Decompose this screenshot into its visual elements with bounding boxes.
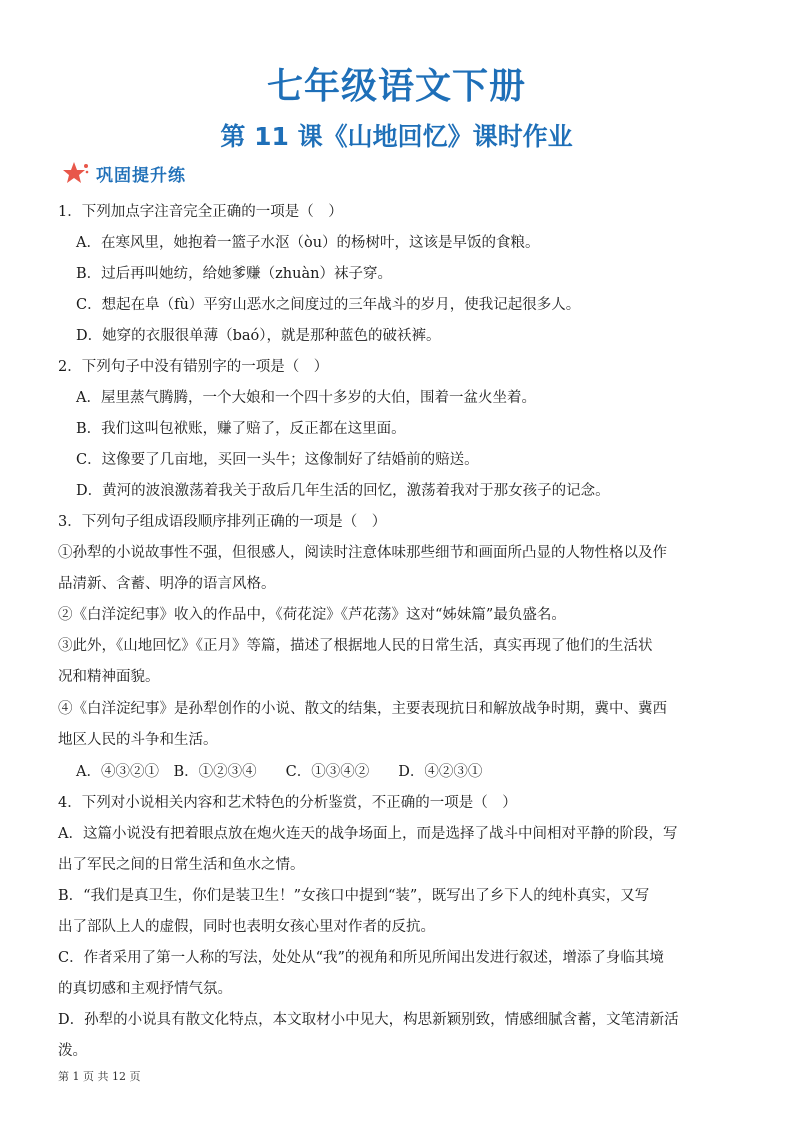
question-2-option-c: C．这像要了几亩地，买回一头牛；这像制好了结婚前的赔送。 xyxy=(76,452,479,468)
question-3-sentence-3-cont: 况和精神面貌。 xyxy=(58,669,160,685)
question-1-option-b: B．过后再叫她纺，给她爹赚（zhuàn）袜子穿。 xyxy=(76,266,392,282)
question-3-options: A．④③②① B．①②③④ C．①③④② D．④②③① xyxy=(76,764,483,780)
question-3-sentence-4: ④《白洋淀纪事》是孙犁创作的小说、散文的结集，主要表现抗日和解放战争时期，冀中、冀西 xyxy=(58,701,667,717)
question-3-sentence-2: ②《白洋淀纪事》收入的作品中，《荷花淀》《芦花荡》这对“姊妹篇”最负盛名。 xyxy=(58,607,566,623)
question-4-option-a-cont: 出了军民之间的日常生活和鱼水之情。 xyxy=(58,857,305,873)
question-2-stem: 2．下列句子中没有错别字的一项是（ ） xyxy=(58,359,329,375)
question-3-sentence-3: ③此外，《山地回忆》《正月》等篇，描述了根据地人民的日常生活，真实再现了他们的生活状 xyxy=(58,638,653,654)
question-4-option-b: B．“我们是真卫生，你们是装卫生！”女孩口中提到“装”，既写出了乡下人的纯朴真实，又写 xyxy=(58,888,650,904)
question-3-stem: 3．下列句子组成语段顺序排列正确的一项是（ ） xyxy=(58,514,387,530)
lesson-subtitle: 第 11 课《山地回忆》课时作业 xyxy=(220,122,573,151)
question-1-option-c: C．想起在阜（fù）平穷山恶水之间度过的三年战斗的岁月，使我记起很多人。 xyxy=(76,297,581,313)
question-4-option-b-cont: 出了部队上人的虚假，同时也表明女孩心里对作者的反抗。 xyxy=(58,919,435,935)
question-2-option-b: B．我们这叫包袱账，赚了赔了，反正都在这里面。 xyxy=(76,421,406,437)
question-3-sentence-1-cont: 品清新、含蓄、明净的语言风格。 xyxy=(58,576,276,592)
question-4-option-d-cont: 泼。 xyxy=(58,1043,87,1059)
document-title: 七年级语文下册 xyxy=(266,66,526,107)
section-heading xyxy=(62,160,186,186)
question-4-option-a: A．这篇小说没有把着眼点放在炮火连天的战争场面上，而是选择了战斗中间相对平静的阶段，写 xyxy=(58,826,678,842)
question-1-option-a: A．在寒风里，她抱着一篮子水沤（òu）的杨树叶，这该是早饭的食粮。 xyxy=(76,235,540,251)
question-4-option-d: D．孙犁的小说具有散文化特点，本文取材小中见大，构思新颖别致，情感细腻含蓄，文笔清新活 xyxy=(58,1012,679,1028)
question-1-option-d: D．她穿的衣服很单薄（baó），就是那种蓝色的破袄裤。 xyxy=(76,328,441,344)
question-2-option-a: A．屋里蒸气腾腾，一个大娘和一个四十多岁的大伯，围着一盆火坐着。 xyxy=(76,390,536,406)
question-4-stem: 4．下列对小说相关内容和艺术特色的分析鉴赏，不正确的一项是（ ） xyxy=(58,795,517,811)
question-3-sentence-1: ①孙犁的小说故事性不强，但很感人，阅读时注意体味那些细节和画面所凸显的人物性格以及作 xyxy=(58,545,667,561)
question-1-stem: 1．下列加点字注音完全正确的一项是（ ） xyxy=(58,204,343,220)
question-3-sentence-4-cont: 地区人民的斗争和生活。 xyxy=(58,732,218,748)
page-footer: 第 1 页 共 12 页 xyxy=(58,1070,141,1083)
star-icon xyxy=(62,161,90,185)
section-label: 巩固提升练 xyxy=(96,165,186,186)
question-4-option-c-cont: 的真切感和主观抒情气氛。 xyxy=(58,981,232,997)
question-4-option-c: C．作者采用了第一人称的写法，处处从“我”的视角和所见所闻出发进行叙述，增添了身临其境 xyxy=(58,950,664,966)
question-2-option-d: D．黄河的波浪激荡着我关于敌后几年生活的回忆，激荡着我对于那女孩子的记念。 xyxy=(76,483,610,499)
